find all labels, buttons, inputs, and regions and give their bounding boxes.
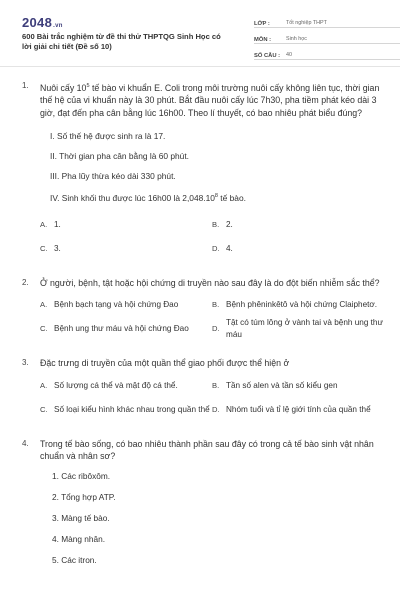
option-d[interactable]: D. 4. bbox=[212, 243, 233, 253]
meta-row-count bbox=[254, 46, 400, 60]
meta-row-subject bbox=[254, 30, 400, 44]
option-a[interactable]: A. Bệnh bạch tạng và hội chứng Đao bbox=[40, 300, 179, 310]
question-text: Trong tế bào sống, có bao nhiêu thành phần sau đây có trong cả tế bào sinh vật nhân chuẩn và nhân sơ? bbox=[40, 438, 374, 462]
question-text: Nuôi cấy $10^5$ tế bào vi khuẩn E. Coli trong môi trường nuôi cấy không liên tục, thời gian thế hệ của vi khuẩn này là 30 phút. Bắt đầu nuôi cấy lúc 7h30, pha tiềm phát kéo dài 3 giờ, đạt đến pha cân bằng lúc 16h00. Theo lí thuyết, có bao nhiêu phát biểu đúng? bbox=[40, 82, 380, 118]
question-text: Đặc trưng di truyền của một quần thể giao phối được thể hiện ở bbox=[40, 358, 290, 369]
option-a[interactable]: A. 1. bbox=[40, 219, 61, 229]
statement: II. Thời gian pha cân bằng là 60 phút. bbox=[50, 151, 189, 162]
header-divider bbox=[0, 66, 400, 67]
statement-list bbox=[50, 131, 400, 204]
option-b[interactable]: B. 2. bbox=[212, 219, 233, 229]
meta-key-class: LỚP : bbox=[254, 21, 270, 27]
list-item: 1. Các ribôxôm. bbox=[52, 470, 111, 481]
document-title: 600 Bài trắc nghiệm từ đề thi thử THPTQG Sinh Học có lời giải chi tiết (Đề số 10) bbox=[22, 32, 221, 51]
question-number: 2. bbox=[22, 277, 29, 287]
statement: III. Pha lũy thừa kéo dài 330 phút. bbox=[50, 171, 176, 182]
meta-value-class: Tốt nghiệp THPT bbox=[286, 20, 327, 26]
option-b[interactable]: B. Tần số alen và tần số kiểu gen bbox=[212, 380, 338, 390]
list-item: 2. Tổng hợp ATP. bbox=[52, 491, 116, 502]
question-number: 4. bbox=[22, 438, 29, 448]
option-a[interactable]: A. Số lượng cá thể và mật độ cá thể. bbox=[40, 380, 178, 390]
option-c[interactable]: C. Bệnh ung thư máu và hội chứng Đao bbox=[40, 324, 189, 334]
answer-options bbox=[40, 374, 385, 422]
question-4 bbox=[0, 438, 400, 566]
question-1 bbox=[0, 80, 400, 261]
list-item: 3. Màng tế bào. bbox=[52, 512, 110, 523]
meta-row-class bbox=[254, 14, 400, 28]
question-number: 1. bbox=[22, 81, 29, 90]
option-d[interactable]: D. Nhóm tuổi và tỉ lệ giới tính của quần thể bbox=[212, 404, 371, 414]
question-list bbox=[0, 80, 400, 582]
answer-options bbox=[40, 293, 385, 341]
question-3 bbox=[0, 357, 400, 421]
option-d[interactable]: D. Tật có túm lông ở vành tai và bệnh ung thư máu bbox=[212, 318, 383, 340]
question-number: 3. bbox=[22, 358, 29, 368]
component-list bbox=[52, 471, 400, 566]
meta-key-subject: MÔN : bbox=[254, 37, 272, 43]
option-c[interactable]: C. Số loại kiểu hình khác nhau trong quần thể bbox=[40, 404, 210, 414]
question-text: Ở người, bệnh, tật hoặc hội chứng di truyền nào sau đây là do đột biến nhiễm sắc thể? bbox=[40, 277, 380, 288]
list-item: 5. Các itron. bbox=[52, 554, 97, 565]
meta-value-subject: Sinh học bbox=[286, 36, 307, 42]
document-meta bbox=[254, 14, 400, 62]
option-c[interactable]: C. 3. bbox=[40, 243, 61, 253]
answer-options bbox=[40, 213, 385, 261]
question-2 bbox=[0, 277, 400, 341]
page-header bbox=[22, 12, 382, 64]
meta-value-count: 40 bbox=[286, 52, 292, 58]
list-item: 4. Màng nhân. bbox=[52, 533, 106, 544]
statement: IV. Sinh khối thu được lúc 16h00 là 2,048.10$^8$ tế bào. bbox=[50, 192, 246, 203]
statement: I. Số thế hệ được sinh ra là 17. bbox=[50, 131, 166, 142]
meta-key-count: SỐ CÂU : bbox=[254, 53, 281, 59]
option-b[interactable]: B. Bệnh phêninkêtô và hội chứng Claiphetơ. bbox=[212, 300, 378, 310]
site-logo[interactable]: 2048.vn bbox=[22, 15, 63, 30]
